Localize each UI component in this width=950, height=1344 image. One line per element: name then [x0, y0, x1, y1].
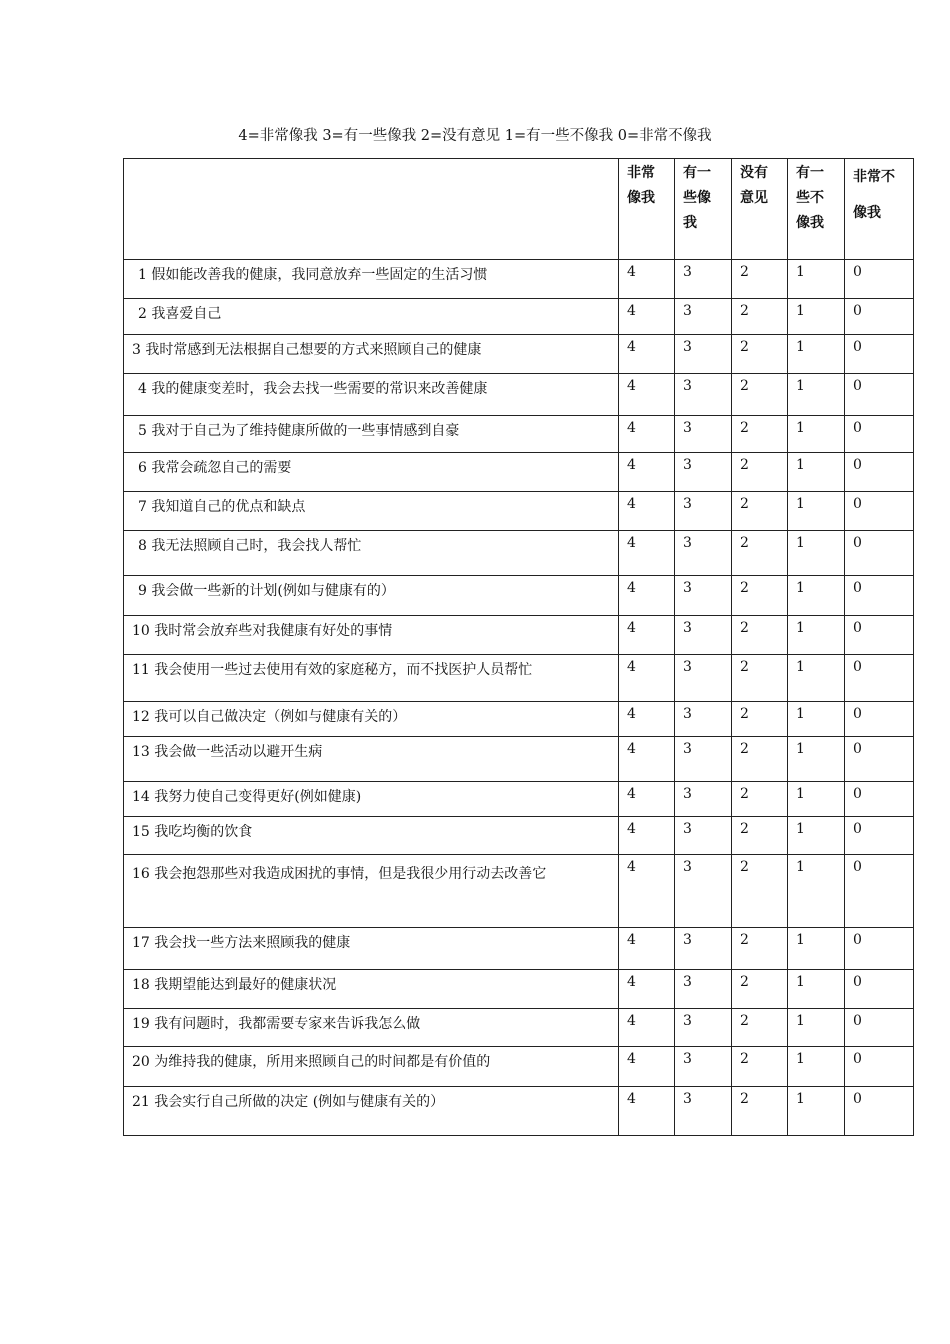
rating-option-cell[interactable]: 1 — [788, 817, 845, 855]
survey-item-text: 5 我对于自己为了维持健康所做的一些事情感到自豪 — [124, 416, 619, 453]
header-line: 意见 — [740, 190, 768, 206]
table-row — [124, 374, 914, 416]
rating-option-cell[interactable]: 2 — [732, 453, 788, 492]
rating-option-cell[interactable]: 3 — [675, 817, 732, 855]
rating-option-cell[interactable]: 4 — [619, 928, 675, 970]
rating-option-cell[interactable]: 2 — [732, 299, 788, 335]
rating-option-cell[interactable]: 2 — [732, 1047, 788, 1087]
rating-option-cell[interactable]: 3 — [675, 782, 732, 817]
rating-option-cell[interactable]: 1 — [788, 416, 845, 453]
rating-option-cell[interactable]: 0 — [845, 492, 914, 531]
rating-option-cell[interactable]: 2 — [732, 616, 788, 655]
survey-item-text: 6 我常会疏忽自己的需要 — [124, 453, 619, 492]
survey-item-text: 14 我努力使自己变得更好(例如健康) — [124, 782, 619, 817]
header-line: 像我 — [853, 205, 881, 221]
rating-option-cell[interactable]: 3 — [675, 531, 732, 576]
rating-option-cell[interactable]: 4 — [619, 1087, 675, 1136]
survey-item-text: 3 我时常感到无法根据自己想要的方式来照顾自己的健康 — [124, 335, 619, 374]
header-line: 些像 — [683, 190, 711, 206]
survey-item-text: 16 我会抱怨那些对我造成困扰的事情，但是我很少用行动去改善它 — [124, 855, 619, 928]
rating-option-cell[interactable]: 1 — [788, 492, 845, 531]
rating-option-cell[interactable]: 0 — [845, 260, 914, 299]
survey-item-text: 18 我期望能达到最好的健康状况 — [124, 970, 619, 1009]
rating-option-cell[interactable]: 4 — [619, 702, 675, 737]
header-line: 像我 — [796, 215, 824, 231]
rating-option-cell[interactable]: 3 — [675, 576, 732, 616]
rating-option-cell[interactable]: 2 — [732, 855, 788, 928]
rating-option-cell[interactable]: 2 — [732, 970, 788, 1009]
rating-option-cell[interactable]: 3 — [675, 299, 732, 335]
rating-option-cell[interactable]: 1 — [788, 616, 845, 655]
rating-option-cell[interactable]: 2 — [732, 782, 788, 817]
survey-item-text: 13 我会做一些活动以避开生病 — [124, 737, 619, 782]
table-row — [124, 970, 914, 1009]
rating-option-cell[interactable]: 0 — [845, 782, 914, 817]
rating-option-cell[interactable]: 3 — [675, 737, 732, 782]
rating-option-cell[interactable]: 4 — [619, 260, 675, 299]
rating-option-cell[interactable]: 0 — [845, 970, 914, 1009]
survey-item-text: 21 我会实行自己所做的决定 (例如与健康有关的） — [124, 1087, 619, 1136]
self-care-survey-table — [123, 158, 914, 1136]
rating-option-cell[interactable]: 1 — [788, 1009, 845, 1047]
table-row — [124, 416, 914, 453]
rating-option-cell[interactable]: 2 — [732, 737, 788, 782]
table-row — [124, 260, 914, 299]
rating-option-cell[interactable]: 3 — [675, 655, 732, 702]
table-row — [124, 335, 914, 374]
rating-option-cell[interactable]: 0 — [845, 374, 914, 416]
rating-option-cell[interactable]: 1 — [788, 531, 845, 576]
survey-item-text: 2 我喜爱自己 — [124, 299, 619, 335]
rating-option-cell[interactable]: 4 — [619, 855, 675, 928]
rating-option-cell[interactable]: 3 — [675, 1047, 732, 1087]
rating-option-cell[interactable]: 2 — [732, 817, 788, 855]
rating-option-cell[interactable]: 1 — [788, 970, 845, 1009]
rating-option-cell[interactable]: 0 — [845, 737, 914, 782]
rating-option-cell[interactable]: 0 — [845, 817, 914, 855]
rating-option-cell[interactable]: 3 — [675, 928, 732, 970]
rating-option-cell[interactable]: 2 — [732, 374, 788, 416]
rating-option-cell[interactable]: 1 — [788, 928, 845, 970]
rating-option-cell[interactable]: 4 — [619, 817, 675, 855]
rating-option-cell[interactable]: 3 — [675, 855, 732, 928]
rating-option-cell[interactable]: 2 — [732, 531, 788, 576]
survey-item-text: 9 我会做一些新的计划(例如与健康有的） — [124, 576, 619, 616]
rating-option-cell[interactable]: 4 — [619, 335, 675, 374]
survey-item-text: 8 我无法照顾自己时，我会找人帮忙 — [124, 531, 619, 576]
rating-option-cell[interactable]: 3 — [675, 416, 732, 453]
rating-option-cell[interactable]: 4 — [619, 416, 675, 453]
rating-option-cell[interactable]: 3 — [675, 1009, 732, 1047]
table-row — [124, 531, 914, 576]
rating-option-cell[interactable]: 0 — [845, 576, 914, 616]
table-header-row — [124, 159, 914, 260]
table-row — [124, 1047, 914, 1087]
rating-option-cell[interactable]: 1 — [788, 260, 845, 299]
rating-option-cell[interactable]: 4 — [619, 782, 675, 817]
table-row — [124, 616, 914, 655]
rating-option-cell[interactable]: 0 — [845, 1009, 914, 1047]
rating-option-cell[interactable]: 4 — [619, 970, 675, 1009]
rating-option-cell[interactable]: 4 — [619, 1009, 675, 1047]
survey-item-text: 11 我会使用一些过去使用有效的家庭秘方，而不找医护人员帮忙 — [124, 655, 619, 702]
column-header-very-unlike-me — [845, 159, 914, 260]
table-row — [124, 737, 914, 782]
rating-option-cell[interactable]: 3 — [675, 616, 732, 655]
rating-option-cell[interactable]: 2 — [732, 260, 788, 299]
rating-option-cell[interactable]: 4 — [619, 576, 675, 616]
table-row — [124, 576, 914, 616]
rating-option-cell[interactable]: 0 — [845, 453, 914, 492]
rating-option-cell[interactable]: 1 — [788, 299, 845, 335]
header-line: 非常不 — [853, 169, 895, 185]
header-line: 些不 — [796, 190, 824, 206]
rating-option-cell[interactable]: 3 — [675, 335, 732, 374]
rating-option-cell[interactable]: 4 — [619, 1047, 675, 1087]
rating-option-cell[interactable]: 0 — [845, 531, 914, 576]
table-row — [124, 453, 914, 492]
table-row — [124, 492, 914, 531]
header-line: 我 — [683, 215, 697, 231]
header-line: 有一 — [683, 165, 711, 181]
table-row — [124, 655, 914, 702]
rating-option-cell[interactable]: 4 — [619, 492, 675, 531]
rating-option-cell[interactable]: 1 — [788, 1047, 845, 1087]
header-line: 有一 — [796, 165, 824, 181]
survey-item-text: 4 我的健康变差时，我会去找一些需要的常识来改善健康 — [124, 374, 619, 416]
rating-option-cell[interactable]: 3 — [675, 374, 732, 416]
rating-option-cell[interactable]: 2 — [732, 335, 788, 374]
survey-item-text: 17 我会找一些方法来照顾我的健康 — [124, 928, 619, 970]
rating-option-cell[interactable]: 0 — [845, 416, 914, 453]
rating-option-cell[interactable]: 3 — [675, 702, 732, 737]
table-row — [124, 1009, 914, 1047]
rating-option-cell[interactable]: 1 — [788, 335, 845, 374]
survey-item-text: 20 为维持我的健康，所用来照顾自己的时间都是有价值的 — [124, 1047, 619, 1087]
rating-option-cell[interactable]: 2 — [732, 655, 788, 702]
rating-option-cell[interactable]: 2 — [732, 1087, 788, 1136]
table-row — [124, 817, 914, 855]
rating-option-cell[interactable]: 1 — [788, 855, 845, 928]
rating-option-cell[interactable]: 2 — [732, 416, 788, 453]
table-row — [124, 928, 914, 970]
rating-legend: 4=非常像我 3=有一些像我 2=没有意见 1=有一些不像我 0=非常不像我 — [238, 128, 712, 144]
rating-option-cell[interactable]: 4 — [619, 531, 675, 576]
rating-option-cell[interactable]: 0 — [845, 1047, 914, 1087]
rating-option-cell[interactable]: 1 — [788, 782, 845, 817]
rating-option-cell[interactable]: 4 — [619, 655, 675, 702]
rating-option-cell[interactable]: 4 — [619, 374, 675, 416]
rating-option-cell[interactable]: 2 — [732, 1009, 788, 1047]
rating-option-cell[interactable]: 1 — [788, 576, 845, 616]
rating-option-cell[interactable]: 1 — [788, 374, 845, 416]
survey-item-text: 7 我知道自己的优点和缺点 — [124, 492, 619, 531]
table-row — [124, 299, 914, 335]
rating-option-cell[interactable]: 3 — [675, 492, 732, 531]
rating-option-cell[interactable]: 3 — [675, 1087, 732, 1136]
header-line: 没有 — [740, 165, 768, 181]
rating-option-cell[interactable]: 1 — [788, 702, 845, 737]
rating-option-cell[interactable]: 1 — [788, 453, 845, 492]
rating-option-cell[interactable]: 4 — [619, 299, 675, 335]
rating-option-cell[interactable]: 2 — [732, 576, 788, 616]
rating-option-cell[interactable]: 0 — [845, 702, 914, 737]
column-header-somewhat-like-me — [675, 159, 732, 260]
rating-option-cell[interactable]: 0 — [845, 855, 914, 928]
rating-option-cell[interactable]: 4 — [619, 737, 675, 782]
rating-option-cell[interactable]: 2 — [732, 702, 788, 737]
survey-item-text: 15 我吃均衡的饮食 — [124, 817, 619, 855]
rating-option-cell[interactable]: 0 — [845, 299, 914, 335]
rating-option-cell[interactable]: 3 — [675, 970, 732, 1009]
table-row — [124, 1087, 914, 1136]
survey-item-text: 12 我可以自己做决定（例如与健康有关的） — [124, 702, 619, 737]
rating-option-cell[interactable]: 2 — [732, 928, 788, 970]
rating-option-cell[interactable]: 1 — [788, 737, 845, 782]
table-row — [124, 782, 914, 817]
rating-option-cell[interactable]: 0 — [845, 928, 914, 970]
rating-option-cell[interactable]: 0 — [845, 335, 914, 374]
rating-option-cell[interactable]: 3 — [675, 453, 732, 492]
header-line: 像我 — [627, 190, 655, 206]
rating-option-cell[interactable]: 0 — [845, 616, 914, 655]
rating-option-cell[interactable]: 0 — [845, 1087, 914, 1136]
rating-option-cell[interactable]: 4 — [619, 616, 675, 655]
item-column-header — [124, 159, 619, 260]
column-header-no-opinion — [732, 159, 788, 260]
survey-item-text: 19 我有问题时，我都需要专家来告诉我怎么做 — [124, 1009, 619, 1047]
rating-option-cell[interactable]: 2 — [732, 492, 788, 531]
survey-body — [124, 260, 914, 1136]
column-header-somewhat-unlike-me — [788, 159, 845, 260]
survey-item-text: 10 我时常会放弃些对我健康有好处的事情 — [124, 616, 619, 655]
rating-option-cell[interactable]: 3 — [675, 260, 732, 299]
table-row — [124, 855, 914, 928]
rating-option-cell[interactable]: 1 — [788, 1087, 845, 1136]
rating-option-cell[interactable]: 4 — [619, 453, 675, 492]
header-line: 非常 — [627, 165, 655, 181]
rating-option-cell[interactable]: 1 — [788, 655, 845, 702]
survey-item-text: 1 假如能改善我的健康，我同意放弃一些固定的生活习惯 — [124, 260, 619, 299]
table-row — [124, 702, 914, 737]
rating-option-cell[interactable]: 0 — [845, 655, 914, 702]
column-header-very-like-me — [619, 159, 675, 260]
